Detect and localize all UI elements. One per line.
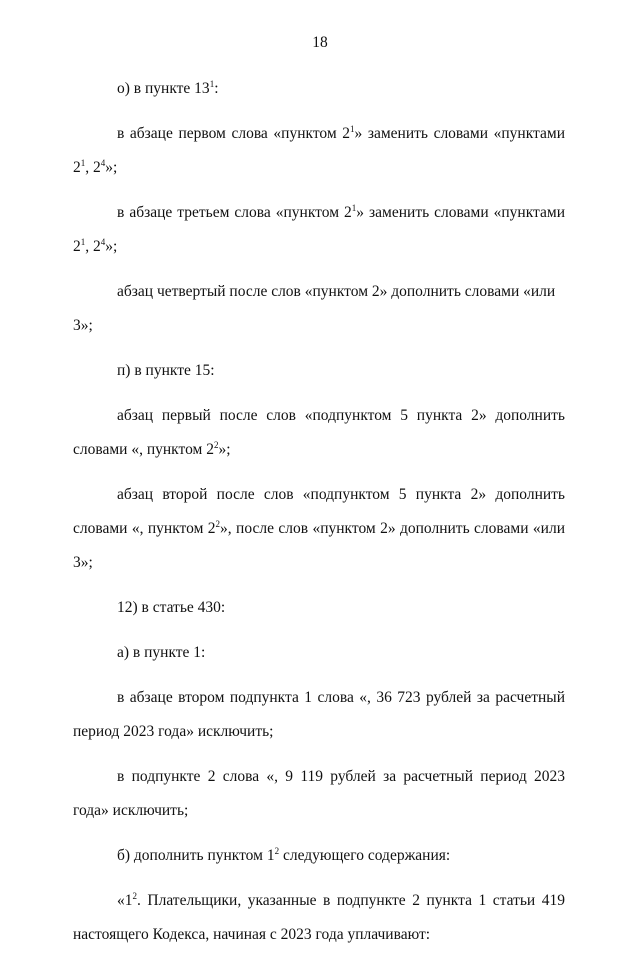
paragraph-first-abzac-add xyxy=(73,399,565,467)
paragraph-fourth-abzac-add xyxy=(73,275,565,343)
text-run: о) в пункте 13 xyxy=(117,80,210,97)
paragraph-p-item-15 xyxy=(73,354,565,388)
page-number: 18 xyxy=(312,34,328,51)
text-run: в абзаце втором подпункта 1 слова «, 36 723 рублей за расчетный период 2023 года» исключить; xyxy=(73,689,565,740)
text-run: »; xyxy=(218,441,231,458)
text-run: абзац четвертый после слов «пунктом 2» дополнить словами «или 3»; xyxy=(73,283,556,334)
superscript-index: 1 xyxy=(350,124,355,134)
paragraph-second-abzac-add xyxy=(73,478,565,580)
superscript-index: 2 xyxy=(215,519,221,529)
text-run: абзац первый после слов «подпунктом 5 пункта 2» дополнить словами «, пунктом 2 xyxy=(73,407,565,458)
superscript-index: 1 xyxy=(80,237,86,247)
superscript-index: 1 xyxy=(209,79,215,89)
text-run: . Плательщики, указанные в подпункте 2 пункта 1 статьи 419 настоящего Кодекса, начиная с 2023 года уплачивают: xyxy=(73,892,565,943)
text-run: », после слов «пунктом 2» дополнить словами «или 3»; xyxy=(73,520,565,571)
superscript-index: 4 xyxy=(100,237,106,247)
paragraph-b-add-item-1-2 xyxy=(73,839,565,873)
paragraph-subitem-2-exclude xyxy=(73,760,565,828)
text-run: »; xyxy=(105,159,118,176)
document-body xyxy=(73,72,565,963)
paragraph-third-abzac-replace xyxy=(73,196,565,264)
text-run: в подпункте 2 слова «, 9 119 рублей за расчетный период 2023 года» исключить; xyxy=(73,768,565,819)
paragraph-o-item-13 xyxy=(73,72,565,106)
paragraph-article-430 xyxy=(73,591,565,625)
superscript-index: 1 xyxy=(351,203,357,213)
paragraph-a-item-1 xyxy=(73,636,565,670)
superscript-index: 2 xyxy=(132,891,137,901)
paragraph-first-abzac-replace xyxy=(73,117,565,185)
text-run: , 2 xyxy=(85,238,101,255)
text-run: » заменить словами «пунктами 2 xyxy=(73,204,565,255)
text-run: : xyxy=(214,80,219,97)
text-run: б) дополнить пунктом 1 xyxy=(117,847,275,864)
text-run: в абзаце третьем слова «пунктом 2 xyxy=(117,204,352,221)
text-run: 12) в статье 430: xyxy=(117,599,226,616)
text-run: »; xyxy=(105,238,118,255)
paragraph-item-1-2-text xyxy=(73,884,565,952)
superscript-index: 2 xyxy=(274,846,280,856)
text-run: абзац второй после слов «подпунктом 5 пункта 2» дополнить словами «, пунктом 2 xyxy=(73,486,565,537)
text-run: п) в пункте 15: xyxy=(117,362,215,379)
text-run: » заменить словами «пунктами 2 xyxy=(73,125,565,176)
superscript-index: 2 xyxy=(213,440,219,450)
text-run: а) в пункте 1: xyxy=(117,644,206,661)
text-run: «1 xyxy=(117,892,133,909)
superscript-index: 4 xyxy=(100,158,106,168)
text-run: следующего содержания: xyxy=(279,847,451,864)
paragraph-subitem-1-exclude xyxy=(73,681,565,749)
text-run: в абзаце первом слова «пунктом 2 xyxy=(117,125,350,142)
superscript-index: 1 xyxy=(80,158,86,168)
text-run: , 2 xyxy=(85,159,101,176)
